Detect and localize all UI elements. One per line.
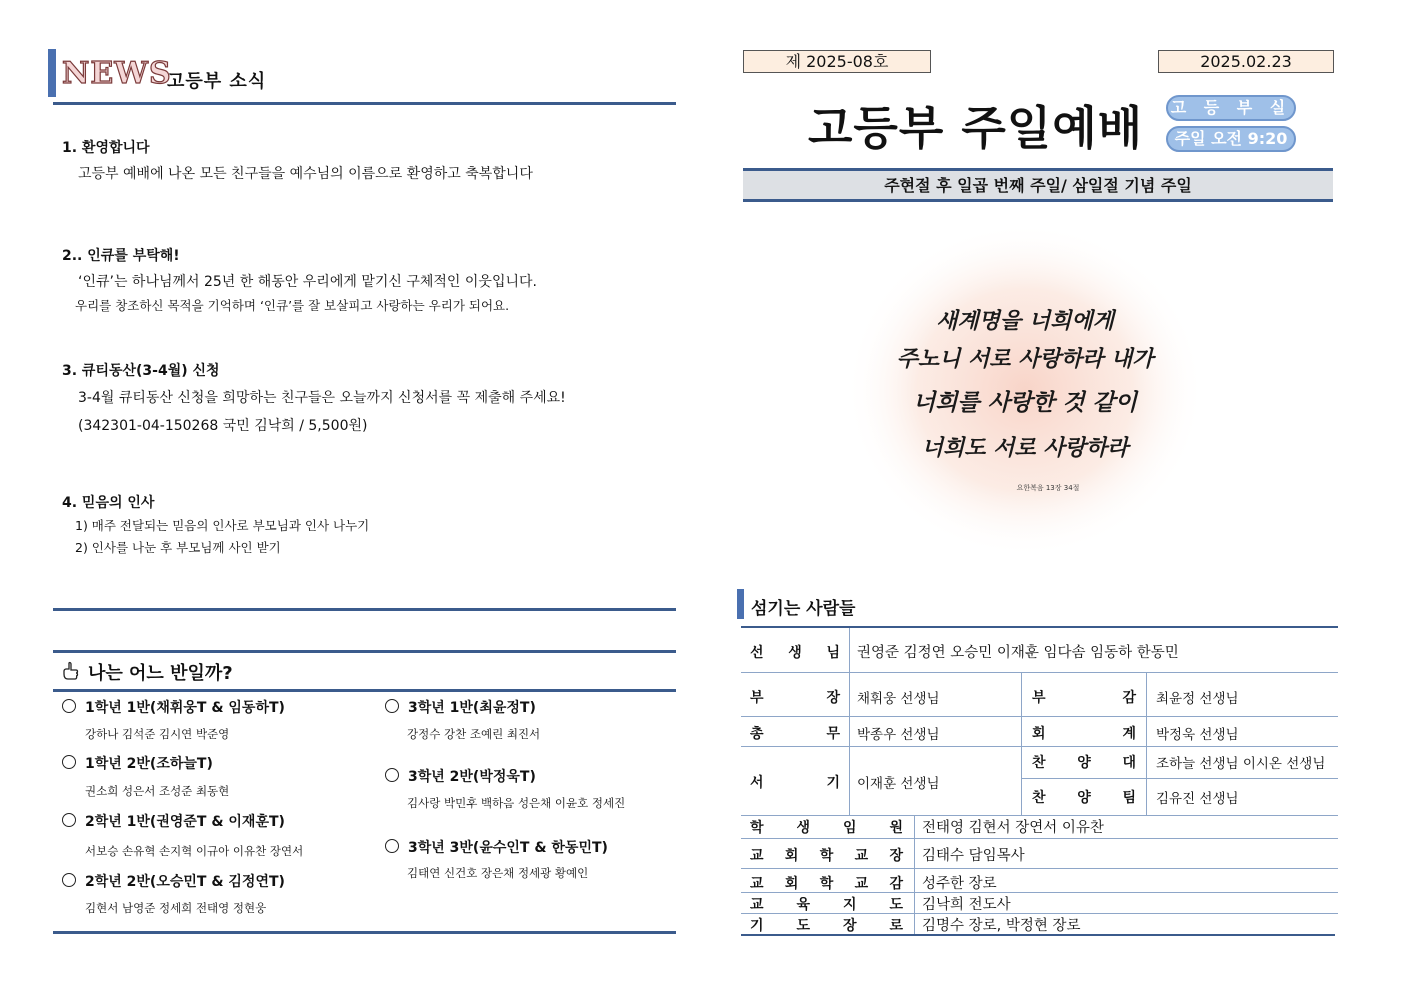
- divider: [53, 931, 676, 934]
- notice-line: 고등부 예배에 나온 모든 친구들을 예수님의 이름으로 환영하고 축복합니다: [78, 166, 533, 182]
- table-divider: [741, 868, 1338, 869]
- section-accent-bar: [737, 589, 744, 619]
- table-divider: [1021, 672, 1022, 816]
- table-top-rule: [741, 626, 1338, 628]
- class-section-title: 나는 어느 반일까?: [88, 663, 233, 684]
- table-divider: [741, 716, 1338, 717]
- page-title: 고등부 주일예배: [808, 101, 1144, 155]
- issue-number-box: 제 2025-08호: [743, 50, 931, 73]
- table-bottom-rule: [741, 934, 1335, 936]
- place-badge: 고 등 부 실: [1166, 95, 1296, 121]
- circle-bullet-icon: [385, 768, 399, 782]
- choir-label: 찬 양 대: [1032, 755, 1136, 771]
- class-members: 김현서 남영준 정세희 전태영 정현웅: [85, 901, 267, 915]
- news-logo-text: NEWS: [62, 56, 172, 91]
- circle-bullet-icon: [62, 873, 76, 887]
- section-accent-bar: [48, 49, 56, 97]
- table-divider: [914, 815, 915, 936]
- director-value: 채휘웅 선생님: [857, 691, 940, 707]
- divider: [743, 199, 1333, 202]
- verse-calligraphy-image: [840, 220, 1210, 565]
- news-section-title: 고등부 소식: [167, 71, 267, 92]
- education-guide-value: 김낙희 전도사: [922, 897, 1011, 913]
- class-members: 권소희 성은서 조성준 최동현: [85, 784, 230, 798]
- class-name: 3학년 3반(윤수인T & 한동민T): [385, 837, 608, 857]
- notice-line: 우리를 창조하신 목적을 기억하며 ‘인큐’를 잘 보살피고 사랑하는 우리가 되어요.: [75, 298, 510, 313]
- table-divider: [741, 838, 1338, 839]
- class-members: 서보승 손유혁 손지혁 이규아 이유찬 장연서: [85, 844, 304, 858]
- prayer-elder-label: 기 도 장 로: [750, 918, 903, 934]
- class-name: 2학년 1반(권영준T & 이재훈T): [62, 811, 285, 831]
- class-members: 강하나 김석준 김시연 박준영: [85, 727, 230, 741]
- choir-value: 조하늘 선생님 이시온 선생님: [1156, 756, 1326, 772]
- divider: [53, 102, 676, 105]
- servers-section-title: 섬기는 사람들: [751, 599, 856, 619]
- class-name: 3학년 2반(박정욱T): [385, 766, 536, 786]
- prayer-elder-value: 김명수 장로, 박정현 장로: [922, 918, 1081, 934]
- verse-line: 새계명을 너희에게: [936, 308, 1114, 334]
- circle-bullet-icon: [62, 813, 76, 827]
- table-divider: [741, 746, 1338, 747]
- notice-line: (342301-04-150268 국민 김낙희 / 5,500원): [78, 418, 368, 434]
- date-box: 2025.02.23: [1158, 50, 1334, 73]
- class-members: 김사랑 박민후 백하음 성은채 이윤호 정세진: [407, 796, 626, 810]
- pointing-hand-icon: [62, 661, 80, 681]
- student-officers-value: 전태영 김현서 장연서 이유찬: [922, 820, 1104, 836]
- table-divider: [1021, 778, 1338, 779]
- time-badge: 주일 오전 9:20: [1166, 126, 1296, 152]
- education-guide-label: 교 육 지 도: [750, 897, 903, 913]
- class-name: 1학년 1반(채휘웅T & 임동하T): [62, 697, 285, 717]
- student-officers-label: 학 생 임 원: [750, 820, 903, 836]
- vice-director-label: 부 감: [1032, 690, 1136, 706]
- circle-bullet-icon: [62, 699, 76, 713]
- circle-bullet-icon: [62, 755, 76, 769]
- table-divider: [849, 628, 850, 816]
- notice-heading: 2.. 인큐를 부탁해!: [62, 248, 180, 264]
- circle-bullet-icon: [385, 699, 399, 713]
- verse-line: 주노니 서로 사랑하라 내가: [896, 346, 1154, 372]
- notice-line: ‘인큐’는 하나님께서 25년 한 해동안 우리에게 맡기신 구체적인 이웃입니다.: [78, 274, 537, 290]
- clerk-value: 이재훈 선생님: [857, 776, 940, 792]
- school-supervisor-value: 성주한 장로: [922, 876, 997, 892]
- class-name: 3학년 1반(최윤정T): [385, 697, 536, 717]
- praise-team-value: 김유진 선생님: [1156, 791, 1239, 807]
- divider: [53, 650, 676, 653]
- director-label: 부 장: [750, 690, 840, 706]
- sunday-subtitle: 주현절 후 일곱 번째 주일/ 삼일절 기념 주일: [743, 171, 1333, 200]
- praise-team-label: 찬 양 팀: [1032, 790, 1136, 806]
- teachers-label: 선 생 님: [750, 645, 840, 661]
- table-divider: [741, 892, 1338, 893]
- verse-line: 너희도 서로 사랑하라: [921, 435, 1129, 461]
- divider: [53, 608, 676, 611]
- notice-line: 1) 매주 전달되는 믿음의 인사로 부모님과 인사 나누기: [75, 518, 370, 533]
- class-name: 2학년 2반(오승민T & 김정연T): [62, 871, 285, 891]
- clerk-label: 서 기: [750, 775, 840, 791]
- class-members: 강정수 강찬 조예린 최진서: [407, 727, 541, 741]
- divider: [53, 689, 676, 692]
- circle-bullet-icon: [385, 839, 399, 853]
- secretary-general-value: 박종우 선생님: [857, 727, 940, 743]
- notice-heading: 3. 큐티동산(3-4월) 신청: [62, 363, 220, 379]
- news-logo: [60, 54, 172, 91]
- vice-director-value: 최윤정 선생님: [1156, 691, 1239, 707]
- verse-reference: 요한복음 13장 34절: [1016, 484, 1080, 492]
- notice-line: 2) 인사를 나눈 후 부모님께 사인 받기: [75, 540, 281, 555]
- table-divider: [741, 672, 1338, 673]
- notice-line: 3-4월 큐티동산 신청을 희망하는 친구들은 오늘까지 신청서를 꼭 제출해 주세요!: [78, 390, 566, 406]
- treasurer-label: 회 계: [1032, 726, 1136, 742]
- treasurer-value: 박정욱 선생님: [1156, 727, 1239, 743]
- school-supervisor-label: 교 회 학 교 감: [750, 876, 903, 892]
- secretary-general-label: 총 무: [750, 726, 840, 742]
- school-head-label: 교 회 학 교 장: [750, 848, 903, 864]
- notice-heading: 4. 믿음의 인사: [62, 495, 155, 511]
- class-members: 김태연 신건호 장은채 정세광 황예인: [407, 866, 589, 880]
- verse-line: 너희를 사랑한 것 같이: [913, 389, 1137, 416]
- school-head-value: 김태수 담임목사: [922, 848, 1025, 864]
- table-divider: [1146, 672, 1147, 816]
- notice-heading: 1. 환영합니다: [62, 140, 150, 156]
- teachers-value: 권영준 김정연 오승민 이재훈 임다솜 임동하 한동민: [857, 645, 1179, 661]
- class-name: 1학년 2반(조하늘T): [62, 753, 213, 773]
